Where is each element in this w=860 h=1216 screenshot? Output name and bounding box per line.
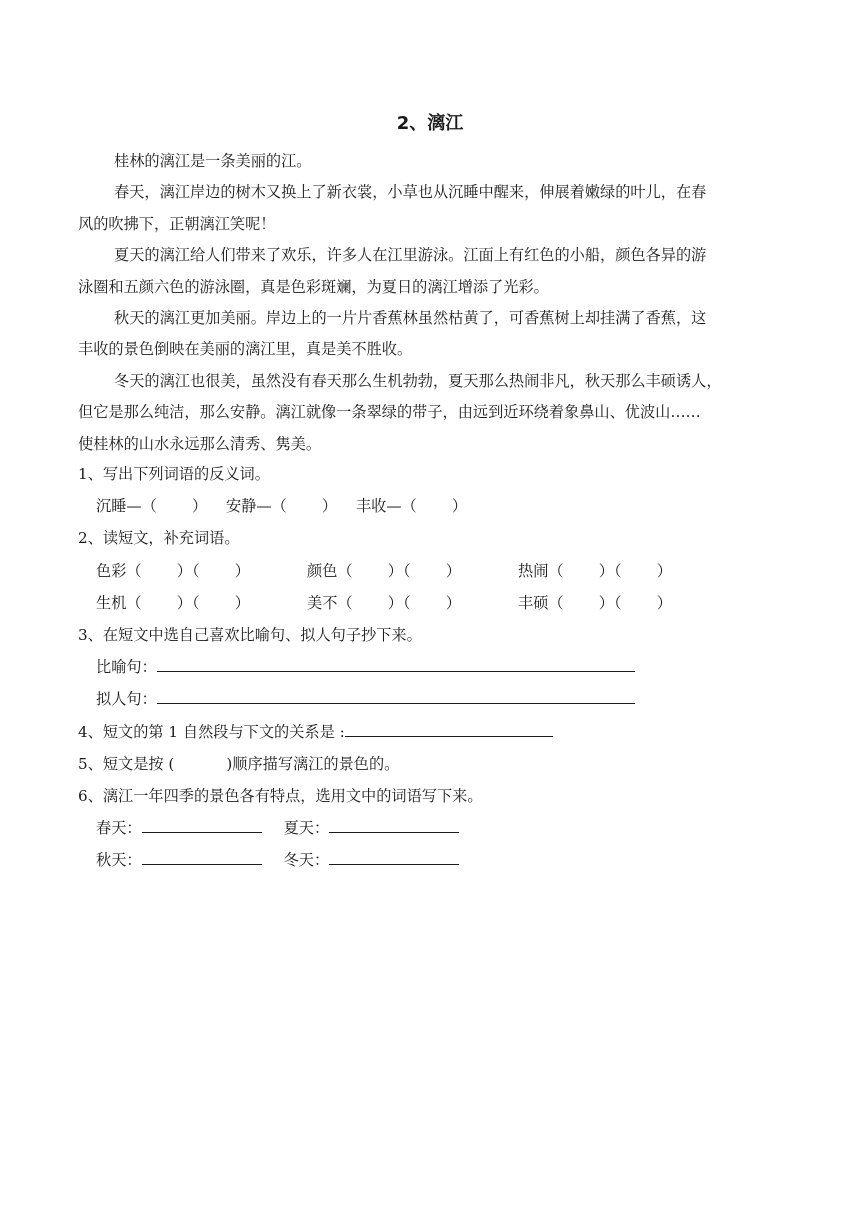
simile-answer-line[interactable] — [157, 657, 635, 672]
word-blank[interactable]: 美不（ ）（ ） — [307, 593, 461, 612]
paragraph-3 — [78, 240, 784, 303]
simile-label: 比喻句： — [96, 658, 157, 677]
reading-passage — [78, 146, 784, 460]
question-3-label: 3、在短文中选自己喜欢比喻句、拟人句子抄下来。 — [78, 626, 422, 645]
paragraph-line: 使桂林的山水永远那么清秀、隽美。 — [78, 434, 321, 453]
personification-answer-line[interactable] — [157, 689, 635, 704]
question-4 — [78, 716, 784, 748]
paragraph-line: 春天，漓江岸边的树木又换上了新衣裳，小草也从沉睡中醒来，伸展着嫩绿的叶儿，在春 — [114, 183, 707, 202]
paragraph-line: 桂林的漓江是一条美丽的江。 — [114, 152, 312, 170]
paragraph-1 — [78, 146, 784, 177]
word-blank[interactable]: 颜色（ ）（ ） — [307, 561, 461, 580]
question-2-label: 2、读短文，补充词语。 — [78, 529, 240, 548]
paragraph-line: 秋天的漓江更加美丽。岸边上的一片片香蕉林虽然枯黄了，可香蕉树上却挂满了香蕉，这 — [114, 309, 707, 328]
summer-answer-line[interactable] — [329, 818, 459, 833]
paragraph-2 — [78, 177, 784, 240]
paragraph-line: 丰收的景色倒映在美丽的漓江里，真是美不胜收。 — [78, 340, 413, 359]
question-2-row-1 — [78, 555, 784, 587]
word-blank[interactable]: 丰硕（ ）（ ） — [518, 593, 672, 612]
spring-label: 春天： — [96, 819, 142, 838]
word-blank[interactable]: 热闹（ ）（ ） — [518, 561, 672, 580]
question-6-row-2 — [78, 844, 784, 876]
winter-label: 冬天： — [283, 851, 330, 870]
question-6-row-1 — [78, 812, 784, 844]
exercise-questions — [78, 458, 784, 877]
word-blank[interactable]: 色彩（ ）（ ） — [96, 561, 250, 580]
question-1-items — [78, 490, 784, 522]
paragraph-line: 但它是那么纯洁，那么安静。漓江就像一条翠绿的带子，由远到近环绕着象鼻山、优波山…… — [78, 403, 701, 422]
question-3-simile-row — [78, 651, 784, 683]
autumn-answer-line[interactable] — [142, 850, 262, 865]
paragraph-line: 冬天的漓江也很美，虽然没有春天那么生机勃勃，夏天那么热闹非凡，秋天那么丰硕诱人， — [114, 371, 722, 390]
question-5-text-before: 5、短文是按 ( — [78, 754, 175, 773]
question-5 — [78, 748, 784, 780]
antonym-blank-3[interactable]: 丰收—（ ） — [355, 497, 468, 516]
question-4-label: 4、短文的第 1 自然段与下文的关系是 : — [78, 722, 345, 741]
paragraph-line: 风的吹拂下，正朝漓江笑呢！ — [78, 214, 276, 233]
word-blank[interactable]: 生机（ ）（ ） — [96, 593, 250, 612]
paragraph-line: 夏天的漓江给人们带来了欢乐，许多人在江里游泳。江面上有红色的小船，颜色各异的游 — [114, 246, 707, 265]
page-title: 2、漓江 — [396, 113, 464, 134]
question-4-answer-line[interactable] — [345, 722, 553, 737]
winter-answer-line[interactable] — [329, 850, 459, 865]
question-2-row-2 — [78, 587, 784, 619]
summer-label: 夏天： — [283, 819, 330, 838]
paragraph-4 — [78, 303, 784, 366]
antonym-blank-2[interactable]: 安静—（ ） — [225, 497, 338, 516]
question-1-label: 1、写出下列词语的反义词。 — [78, 465, 270, 483]
paragraph-5 — [78, 366, 784, 460]
autumn-label: 秋天： — [96, 851, 142, 870]
question-5-text-after: )顺序描写漓江的景色的。 — [226, 754, 400, 773]
antonym-blank-1[interactable]: 沉睡—（ ） — [96, 497, 208, 516]
question-6-label: 6、漓江一年四季的景色各有特点，选用文中的词语写下来。 — [78, 787, 483, 806]
paragraph-line: 泳圈和五颜六色的游泳圈，真是色彩斑斓，为夏日的漓江增添了光彩。 — [78, 277, 549, 296]
spring-answer-line[interactable] — [142, 818, 262, 833]
question-3-personification-row — [78, 683, 784, 715]
personification-label: 拟人句： — [96, 690, 157, 709]
